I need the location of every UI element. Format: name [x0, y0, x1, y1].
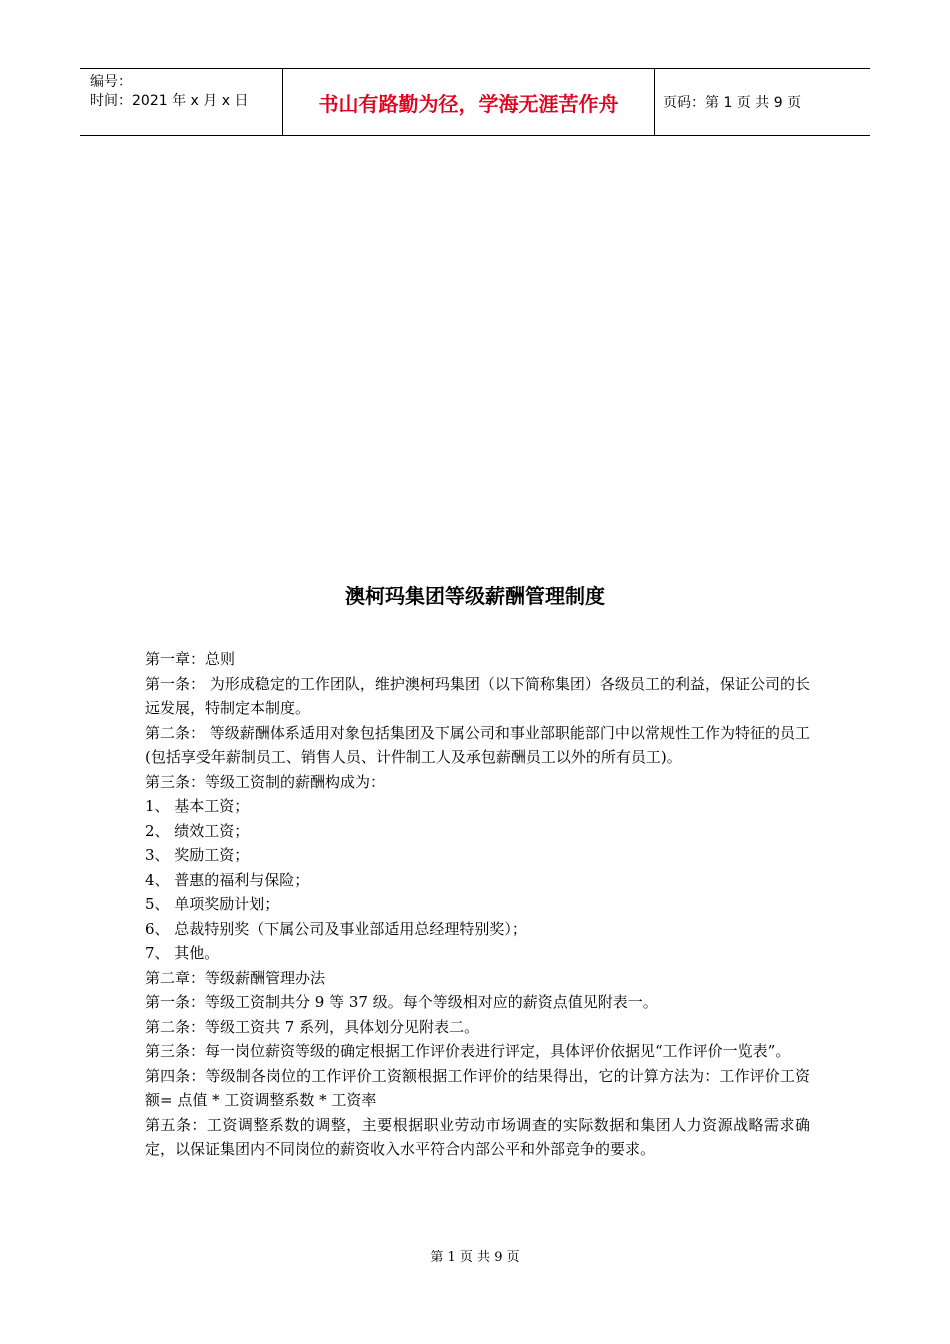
paragraph: 第一章：总则 — [145, 650, 236, 668]
footer-page-number: 第 1 页 共 9 页 — [430, 1250, 520, 1265]
paragraph: 第二章：等级薪酬管理办法 — [145, 968, 326, 987]
paragraph: 7、 其他。 — [145, 944, 220, 962]
paragraph: 第五条：工资调整系数的调整，主要根据职业劳动市场调查的实际数据和集团人力资源战略需求确定，以保证集团内不同岗位的薪资收入水平符合内部公平和外部竞争的要求。 — [145, 1115, 810, 1158]
paragraph: 1、 基本工资； — [145, 797, 250, 815]
document-title: 澳柯玛集团等级薪酬管理制度 — [345, 584, 605, 608]
header-page-number: 页码：第 1 页 共 9 页 — [663, 95, 802, 111]
header-table — [80, 68, 870, 136]
header-motto: 书山有路勤为径，学海无涯苦作舟 — [282, 69, 655, 135]
number-label: 编号： — [90, 74, 132, 90]
paragraph: 第三条：等级工资制的薪酬构成为： — [145, 772, 386, 791]
paragraph: 第一条： 为形成稳定的工作团队，维护澳柯玛集团（以下简称集团）各级员工的利益，保证公司的长远发展，特制定本制度。 — [145, 674, 810, 717]
paragraph: 4、 普惠的福利与保险； — [145, 870, 310, 889]
paragraph: 第二条： 等级薪酬体系适用对象包括集团及下属公司和事业部职能部门中以常规性工作为特征的员工(包括享受年薪制员工、销售人员、计件制工人及承包薪酬员工以外的所有员工)。 — [145, 723, 810, 766]
paragraph: 第三条：每一岗位薪资等级的确定根据工作评价表进行评定，具体评价依据见“工作评价一览表”。 — [145, 1042, 791, 1060]
paragraph: 5、 单项奖励计划； — [145, 895, 280, 913]
paragraph: 第二条：等级工资共 7 系列，具体划分见附表二。 — [145, 1017, 480, 1036]
document-body — [145, 647, 810, 1162]
paragraph: 3、 奖励工资； — [145, 846, 250, 864]
time-label: 时间：2021 年 x 月 x 日 — [90, 93, 249, 109]
paragraph: 第一条：等级工资制共分 9 等 37 级。每个等级相对应的薪资点值见附表一。 — [145, 993, 658, 1011]
header-meta — [80, 69, 282, 135]
paragraph: 第四条：等级制各岗位的工作评价工资额根据工作评价的结果得出，它的计算方法为：工作评价工资额= 点值 * 工资调整系数 * 工资率 — [145, 1066, 810, 1109]
paragraph: 6、 总裁特别奖（下属公司及事业部适用总经理特别奖）； — [145, 919, 527, 938]
paragraph: 2、 绩效工资； — [145, 821, 250, 840]
